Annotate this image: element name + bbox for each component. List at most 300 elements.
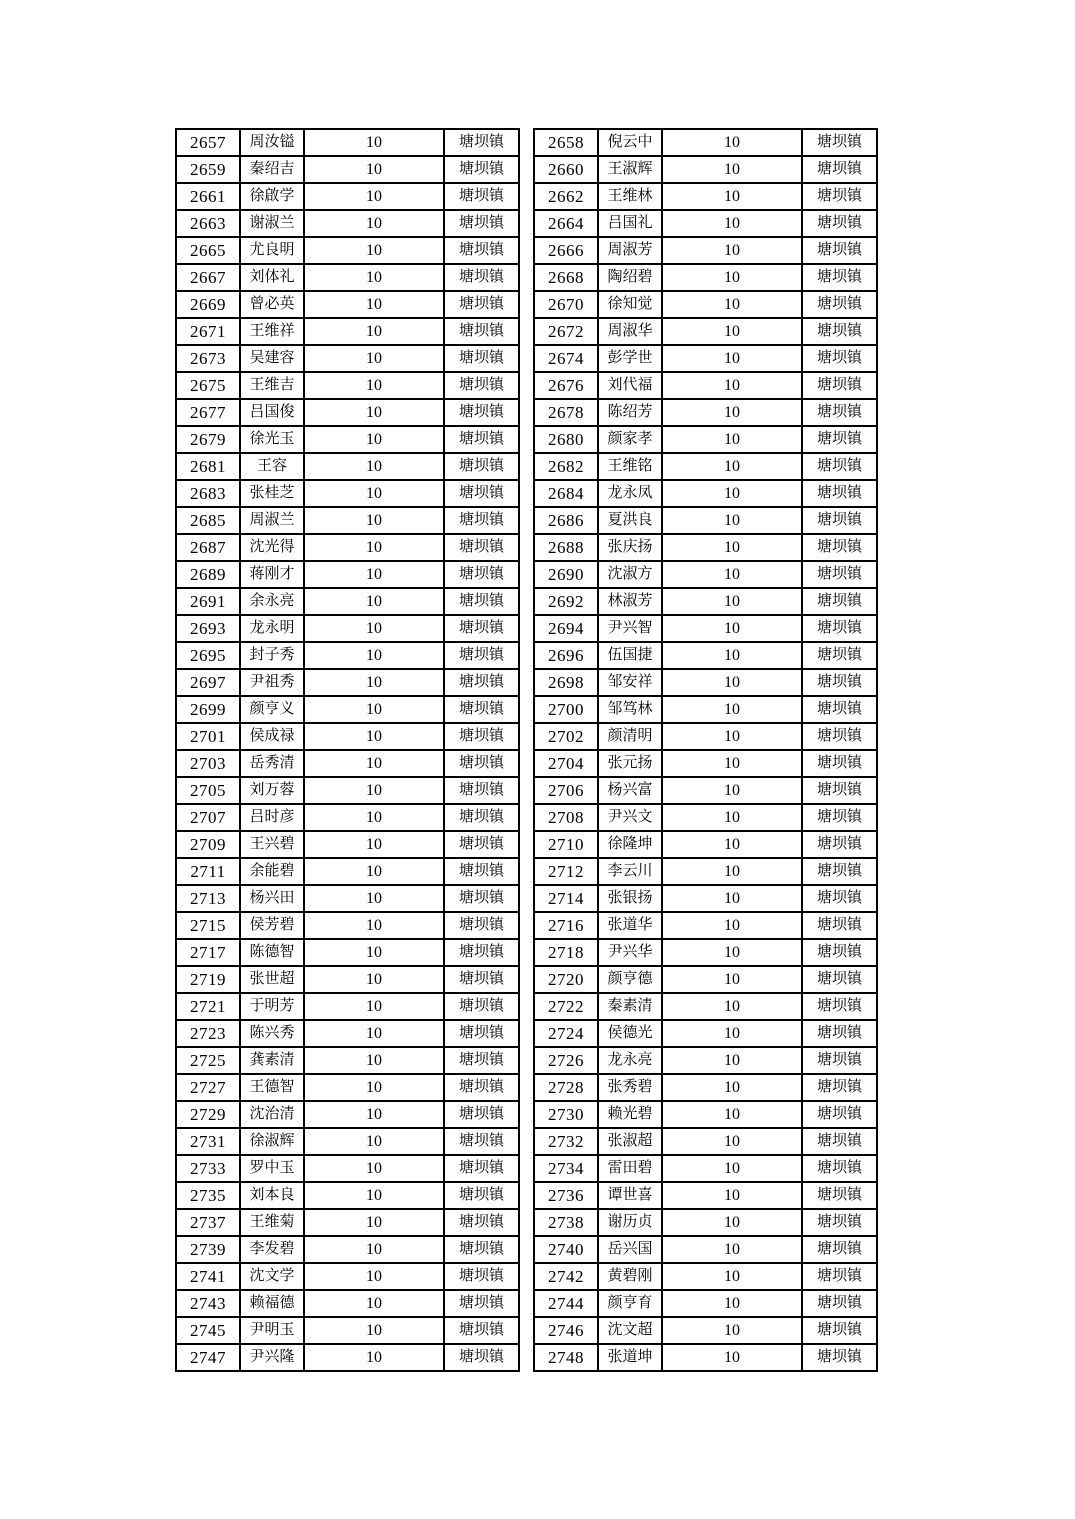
cell-name: 徐知觉 (598, 291, 662, 318)
cell-amount: 10 (662, 1236, 802, 1263)
cell-name: 沈淑方 (598, 561, 662, 588)
cell-amount: 10 (304, 453, 444, 480)
cell-town: 塘坝镇 (802, 291, 877, 318)
cell-amount: 10 (662, 1155, 802, 1182)
table-row (176, 777, 519, 804)
table-row (176, 453, 519, 480)
table-row (534, 210, 877, 237)
cell-name: 于明芳 (240, 993, 304, 1020)
table-row (176, 561, 519, 588)
cell-serial: 2744 (534, 1290, 598, 1317)
cell-amount: 10 (662, 561, 802, 588)
table-row (534, 696, 877, 723)
cell-name: 张元扬 (598, 750, 662, 777)
cell-serial: 2668 (534, 264, 598, 291)
cell-name: 谢淑兰 (240, 210, 304, 237)
cell-town: 塘坝镇 (444, 1317, 519, 1344)
roster-table-right (533, 128, 878, 1372)
cell-town: 塘坝镇 (444, 372, 519, 399)
cell-serial: 2695 (176, 642, 240, 669)
table-row (176, 1155, 519, 1182)
cell-town: 塘坝镇 (444, 966, 519, 993)
cell-town: 塘坝镇 (444, 723, 519, 750)
table-row (534, 723, 877, 750)
table-row (534, 561, 877, 588)
cell-town: 塘坝镇 (444, 399, 519, 426)
cell-serial: 2660 (534, 156, 598, 183)
cell-name: 周淑华 (598, 318, 662, 345)
cell-serial: 2732 (534, 1128, 598, 1155)
cell-serial: 2734 (534, 1155, 598, 1182)
cell-name: 罗中玉 (240, 1155, 304, 1182)
cell-town: 塘坝镇 (444, 1290, 519, 1317)
cell-serial: 2697 (176, 669, 240, 696)
cell-name: 李云川 (598, 858, 662, 885)
cell-serial: 2711 (176, 858, 240, 885)
cell-serial: 2658 (534, 129, 598, 156)
cell-serial: 2669 (176, 291, 240, 318)
cell-town: 塘坝镇 (444, 777, 519, 804)
table-row (534, 480, 877, 507)
cell-town: 塘坝镇 (802, 1074, 877, 1101)
cell-name: 尤良明 (240, 237, 304, 264)
cell-town: 塘坝镇 (444, 642, 519, 669)
table-row (534, 912, 877, 939)
cell-town: 塘坝镇 (802, 129, 877, 156)
table-row (534, 534, 877, 561)
table-row (176, 669, 519, 696)
cell-town: 塘坝镇 (802, 237, 877, 264)
cell-serial: 2696 (534, 642, 598, 669)
cell-serial: 2714 (534, 885, 598, 912)
cell-town: 塘坝镇 (444, 210, 519, 237)
cell-amount: 10 (662, 264, 802, 291)
table-row (534, 1101, 877, 1128)
table-row (534, 804, 877, 831)
table-row (534, 1290, 877, 1317)
cell-serial: 2730 (534, 1101, 598, 1128)
cell-amount: 10 (662, 1074, 802, 1101)
cell-name: 徐啟学 (240, 183, 304, 210)
cell-serial: 2686 (534, 507, 598, 534)
cell-town: 塘坝镇 (802, 642, 877, 669)
cell-name: 伍国捷 (598, 642, 662, 669)
cell-name: 蒋刚才 (240, 561, 304, 588)
cell-amount: 10 (304, 183, 444, 210)
table-row (534, 642, 877, 669)
cell-serial: 2713 (176, 885, 240, 912)
cell-serial: 2709 (176, 831, 240, 858)
cell-amount: 10 (304, 750, 444, 777)
tbody-left (176, 129, 519, 1371)
cell-serial: 2684 (534, 480, 598, 507)
cell-serial: 2679 (176, 426, 240, 453)
cell-amount: 10 (304, 1236, 444, 1263)
cell-serial: 2717 (176, 939, 240, 966)
cell-name: 彭学世 (598, 345, 662, 372)
cell-serial: 2663 (176, 210, 240, 237)
cell-serial: 2677 (176, 399, 240, 426)
cell-serial: 2666 (534, 237, 598, 264)
cell-serial: 2694 (534, 615, 598, 642)
cell-amount: 10 (304, 237, 444, 264)
table-row (176, 1344, 519, 1371)
table-row (534, 507, 877, 534)
table-row (176, 1128, 519, 1155)
table-row (176, 831, 519, 858)
cell-serial: 2700 (534, 696, 598, 723)
cell-serial: 2675 (176, 372, 240, 399)
cell-town: 塘坝镇 (444, 507, 519, 534)
cell-serial: 2687 (176, 534, 240, 561)
table-row (176, 507, 519, 534)
cell-town: 塘坝镇 (802, 534, 877, 561)
cell-name: 雷田碧 (598, 1155, 662, 1182)
cell-town: 塘坝镇 (802, 750, 877, 777)
cell-amount: 10 (662, 723, 802, 750)
table-row (176, 615, 519, 642)
cell-name: 张庆扬 (598, 534, 662, 561)
cell-name: 徐隆坤 (598, 831, 662, 858)
cell-name: 封子秀 (240, 642, 304, 669)
table-row (176, 912, 519, 939)
table-row (176, 696, 519, 723)
cell-amount: 10 (304, 993, 444, 1020)
cell-amount: 10 (304, 318, 444, 345)
cell-amount: 10 (662, 1290, 802, 1317)
cell-amount: 10 (662, 534, 802, 561)
cell-town: 塘坝镇 (444, 588, 519, 615)
cell-amount: 10 (662, 966, 802, 993)
cell-amount: 10 (304, 642, 444, 669)
cell-serial: 2670 (534, 291, 598, 318)
table-row (176, 1317, 519, 1344)
cell-name: 李发碧 (240, 1236, 304, 1263)
cell-amount: 10 (662, 804, 802, 831)
cell-amount: 10 (304, 399, 444, 426)
cell-name: 刘万蓉 (240, 777, 304, 804)
cell-serial: 2705 (176, 777, 240, 804)
cell-name: 颜亨育 (598, 1290, 662, 1317)
cell-amount: 10 (662, 1317, 802, 1344)
table-row (176, 264, 519, 291)
cell-amount: 10 (662, 480, 802, 507)
table-row (176, 885, 519, 912)
cell-town: 塘坝镇 (444, 1209, 519, 1236)
cell-town: 塘坝镇 (802, 372, 877, 399)
table-row (534, 372, 877, 399)
cell-town: 塘坝镇 (802, 399, 877, 426)
table-row (534, 426, 877, 453)
cell-name: 徐光玉 (240, 426, 304, 453)
cell-name: 林淑芳 (598, 588, 662, 615)
cell-town: 塘坝镇 (802, 426, 877, 453)
cell-amount: 10 (304, 345, 444, 372)
table-row (176, 129, 519, 156)
cell-name: 杨兴富 (598, 777, 662, 804)
cell-town: 塘坝镇 (802, 615, 877, 642)
table-row (534, 939, 877, 966)
cell-name: 陶绍碧 (598, 264, 662, 291)
table-row (176, 399, 519, 426)
table-row (534, 831, 877, 858)
table-row (176, 345, 519, 372)
cell-name: 沈光得 (240, 534, 304, 561)
cell-serial: 2748 (534, 1344, 598, 1371)
cell-town: 塘坝镇 (444, 237, 519, 264)
cell-amount: 10 (662, 615, 802, 642)
tbody-right (534, 129, 877, 1371)
cell-serial: 2742 (534, 1263, 598, 1290)
cell-town: 塘坝镇 (444, 1155, 519, 1182)
cell-name: 刘代福 (598, 372, 662, 399)
cell-town: 塘坝镇 (444, 993, 519, 1020)
cell-serial: 2747 (176, 1344, 240, 1371)
cell-amount: 10 (662, 453, 802, 480)
cell-town: 塘坝镇 (802, 156, 877, 183)
table-row (176, 1074, 519, 1101)
table-row (534, 993, 877, 1020)
cell-name: 张桂芝 (240, 480, 304, 507)
table-row (534, 1155, 877, 1182)
cell-amount: 10 (662, 669, 802, 696)
cell-town: 塘坝镇 (444, 939, 519, 966)
cell-town: 塘坝镇 (802, 723, 877, 750)
cell-name: 吕时彦 (240, 804, 304, 831)
cell-serial: 2741 (176, 1263, 240, 1290)
cell-serial: 2689 (176, 561, 240, 588)
cell-name: 颜家孝 (598, 426, 662, 453)
cell-name: 周淑芳 (598, 237, 662, 264)
cell-serial: 2710 (534, 831, 598, 858)
cell-serial: 2661 (176, 183, 240, 210)
cell-amount: 10 (304, 1128, 444, 1155)
cell-serial: 2672 (534, 318, 598, 345)
cell-amount: 10 (304, 777, 444, 804)
cell-town: 塘坝镇 (444, 696, 519, 723)
cell-amount: 10 (662, 183, 802, 210)
cell-amount: 10 (662, 912, 802, 939)
cell-amount: 10 (662, 426, 802, 453)
cell-town: 塘坝镇 (802, 1236, 877, 1263)
cell-serial: 2722 (534, 993, 598, 1020)
table-row (534, 1047, 877, 1074)
cell-amount: 10 (662, 1128, 802, 1155)
cell-amount: 10 (662, 156, 802, 183)
cell-name: 尹兴隆 (240, 1344, 304, 1371)
cell-serial: 2673 (176, 345, 240, 372)
cell-amount: 10 (304, 1263, 444, 1290)
cell-amount: 10 (304, 507, 444, 534)
cell-name: 颜亨德 (598, 966, 662, 993)
cell-serial: 2719 (176, 966, 240, 993)
cell-serial: 2715 (176, 912, 240, 939)
table-row (176, 1290, 519, 1317)
cell-serial: 2739 (176, 1236, 240, 1263)
cell-town: 塘坝镇 (444, 750, 519, 777)
cell-serial: 2665 (176, 237, 240, 264)
cell-name: 谢历贞 (598, 1209, 662, 1236)
cell-serial: 2745 (176, 1317, 240, 1344)
cell-name: 赖光碧 (598, 1101, 662, 1128)
cell-name: 周汝镒 (240, 129, 304, 156)
table-row (534, 885, 877, 912)
cell-town: 塘坝镇 (444, 156, 519, 183)
table-row (534, 129, 877, 156)
cell-town: 塘坝镇 (444, 804, 519, 831)
table-row (534, 156, 877, 183)
table-row (534, 615, 877, 642)
cell-town: 塘坝镇 (802, 345, 877, 372)
cell-town: 塘坝镇 (802, 1020, 877, 1047)
cell-town: 塘坝镇 (444, 1020, 519, 1047)
table-row (534, 1020, 877, 1047)
cell-amount: 10 (662, 129, 802, 156)
cell-amount: 10 (304, 804, 444, 831)
cell-town: 塘坝镇 (444, 1263, 519, 1290)
cell-town: 塘坝镇 (802, 939, 877, 966)
cell-town: 塘坝镇 (802, 1182, 877, 1209)
cell-amount: 10 (662, 507, 802, 534)
table-row (176, 183, 519, 210)
cell-town: 塘坝镇 (802, 777, 877, 804)
table-row (176, 1209, 519, 1236)
cell-amount: 10 (662, 750, 802, 777)
cell-serial: 2657 (176, 129, 240, 156)
cell-name: 周淑兰 (240, 507, 304, 534)
cell-amount: 10 (662, 1047, 802, 1074)
cell-town: 塘坝镇 (802, 669, 877, 696)
cell-serial: 2712 (534, 858, 598, 885)
cell-serial: 2702 (534, 723, 598, 750)
cell-amount: 10 (304, 291, 444, 318)
cell-serial: 2708 (534, 804, 598, 831)
cell-town: 塘坝镇 (802, 453, 877, 480)
roster-table-left (175, 128, 520, 1372)
cell-name: 张世超 (240, 966, 304, 993)
cell-amount: 10 (304, 912, 444, 939)
table-row (534, 318, 877, 345)
cell-amount: 10 (304, 1317, 444, 1344)
cell-serial: 2746 (534, 1317, 598, 1344)
table-row (534, 1209, 877, 1236)
table-row (176, 588, 519, 615)
cell-town: 塘坝镇 (444, 831, 519, 858)
cell-serial: 2703 (176, 750, 240, 777)
cell-town: 塘坝镇 (444, 1074, 519, 1101)
cell-name: 秦绍吉 (240, 156, 304, 183)
table-row (534, 750, 877, 777)
table-row (176, 534, 519, 561)
cell-name: 岳兴国 (598, 1236, 662, 1263)
cell-serial: 2671 (176, 318, 240, 345)
cell-town: 塘坝镇 (802, 1263, 877, 1290)
cell-name: 邹安祥 (598, 669, 662, 696)
cell-amount: 10 (304, 723, 444, 750)
cell-name: 尹兴华 (598, 939, 662, 966)
cell-name: 尹兴智 (598, 615, 662, 642)
cell-town: 塘坝镇 (444, 291, 519, 318)
cell-serial: 2664 (534, 210, 598, 237)
cell-amount: 10 (662, 345, 802, 372)
table-row (534, 777, 877, 804)
table-row (534, 1182, 877, 1209)
cell-name: 尹兴文 (598, 804, 662, 831)
cell-name: 赖福德 (240, 1290, 304, 1317)
table-row (176, 1236, 519, 1263)
cell-amount: 10 (304, 264, 444, 291)
cell-name: 沈文学 (240, 1263, 304, 1290)
cell-amount: 10 (662, 642, 802, 669)
cell-serial: 2737 (176, 1209, 240, 1236)
table-row (176, 1101, 519, 1128)
table-row (534, 1263, 877, 1290)
table-row (176, 237, 519, 264)
table-row (176, 1020, 519, 1047)
cell-amount: 10 (662, 858, 802, 885)
cell-amount: 10 (662, 210, 802, 237)
table-row (176, 804, 519, 831)
cell-amount: 10 (662, 1209, 802, 1236)
cell-serial: 2738 (534, 1209, 598, 1236)
table-row (176, 210, 519, 237)
cell-name: 张秀碧 (598, 1074, 662, 1101)
cell-town: 塘坝镇 (444, 1101, 519, 1128)
cell-amount: 10 (304, 210, 444, 237)
cell-name: 王兴碧 (240, 831, 304, 858)
cell-amount: 10 (304, 858, 444, 885)
table-row (534, 183, 877, 210)
cell-name: 颜亨义 (240, 696, 304, 723)
cell-name: 杨兴田 (240, 885, 304, 912)
table-row (176, 156, 519, 183)
table-row (534, 669, 877, 696)
cell-town: 塘坝镇 (444, 912, 519, 939)
cell-serial: 2731 (176, 1128, 240, 1155)
cell-serial: 2667 (176, 264, 240, 291)
table-row (176, 426, 519, 453)
cell-name: 余永亮 (240, 588, 304, 615)
cell-amount: 10 (304, 669, 444, 696)
cell-town: 塘坝镇 (802, 480, 877, 507)
cell-name: 王维林 (598, 183, 662, 210)
table-row (534, 1317, 877, 1344)
cell-serial: 2728 (534, 1074, 598, 1101)
cell-town: 塘坝镇 (802, 831, 877, 858)
cell-town: 塘坝镇 (802, 588, 877, 615)
cell-serial: 2704 (534, 750, 598, 777)
cell-name: 龙永明 (240, 615, 304, 642)
cell-serial: 2678 (534, 399, 598, 426)
cell-town: 塘坝镇 (802, 858, 877, 885)
cell-serial: 2680 (534, 426, 598, 453)
cell-serial: 2718 (534, 939, 598, 966)
cell-town: 塘坝镇 (802, 507, 877, 534)
cell-serial: 2743 (176, 1290, 240, 1317)
table-row (176, 291, 519, 318)
cell-amount: 10 (662, 237, 802, 264)
table-row (176, 372, 519, 399)
cell-serial: 2727 (176, 1074, 240, 1101)
cell-amount: 10 (304, 534, 444, 561)
cell-name: 秦素清 (598, 993, 662, 1020)
cell-name: 侯成禄 (240, 723, 304, 750)
cell-name: 陈兴秀 (240, 1020, 304, 1047)
cell-name: 张道坤 (598, 1344, 662, 1371)
cell-town: 塘坝镇 (802, 318, 877, 345)
cell-amount: 10 (304, 966, 444, 993)
cell-name: 谭世喜 (598, 1182, 662, 1209)
